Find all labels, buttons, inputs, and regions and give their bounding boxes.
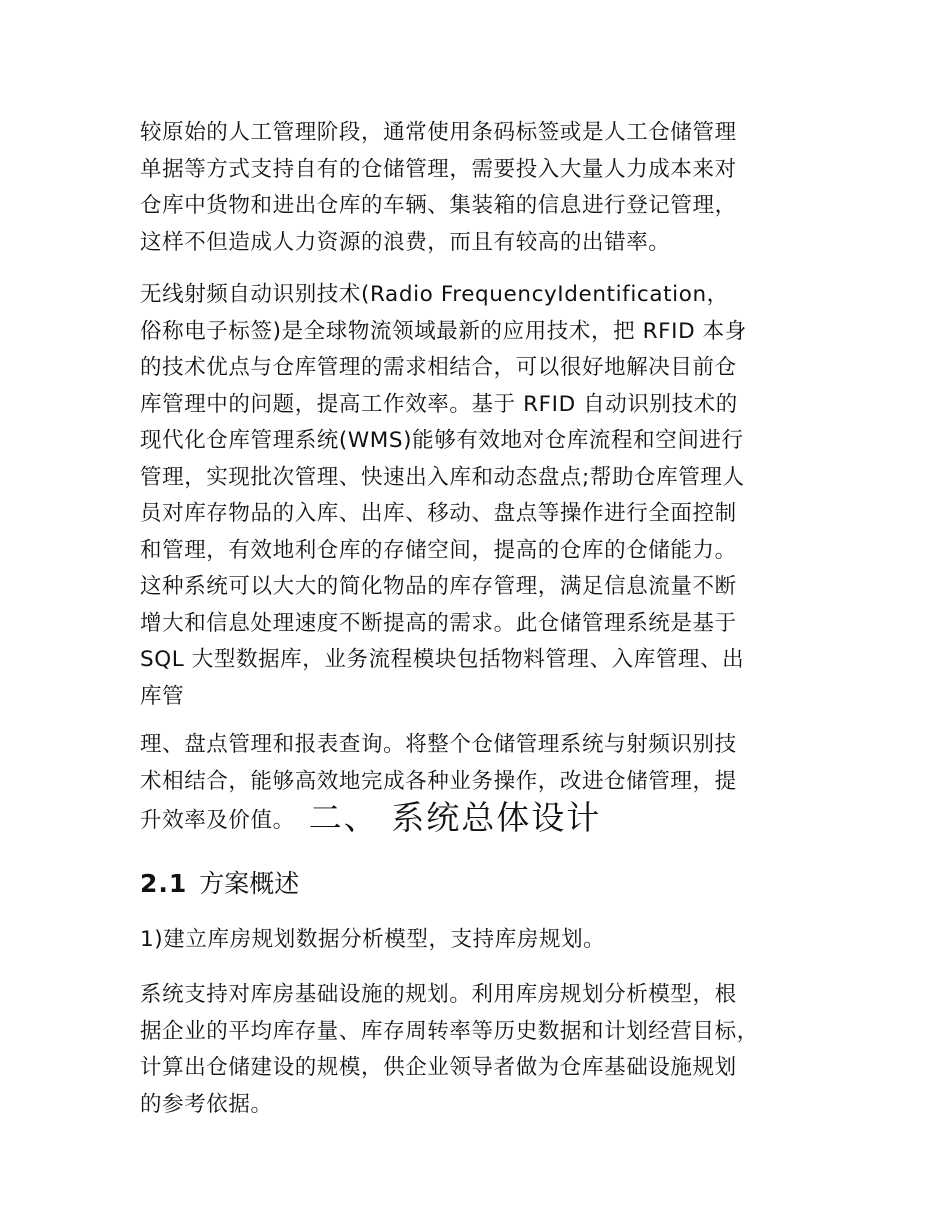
text-line: 库管 <box>140 683 185 709</box>
text-line: 这种系统可以大大的简化物品的库存管理，满足信息流量不断 <box>140 574 737 599</box>
chapter-heading: 二、 系统总体设计 <box>308 798 602 837</box>
paragraph-manual-management <box>140 115 820 261</box>
paragraph-system-combination <box>140 727 820 840</box>
text-line: 系统支持对库房基础设施的规划。利用库房规划分析模型，根 <box>140 982 737 1007</box>
text-line: 的参考依据。 <box>140 1091 273 1117</box>
section-number: 2.1 <box>140 869 188 898</box>
text-line: 计算出仓储建设的规模，供企业领导者做为仓库基础设施规划 <box>140 1055 737 1080</box>
text-line: 理、盘点管理和报表查询。将整个仓储管理系统与射频识别技 <box>140 732 737 757</box>
text-line: 管理，实现批次管理、快速出入库和动态盘点;帮助仓库管理人 <box>140 464 745 490</box>
text-line: 无线射频自动识别技术(Radio FrequencyIdentification， <box>140 282 729 307</box>
paragraph-warehouse-planning <box>140 977 820 1123</box>
text-line: 单据等方式支持自有的仓储管理，需要投入大量人力成本来对 <box>140 156 737 182</box>
section-title: 方案概述 <box>199 869 300 898</box>
text-line <box>140 800 820 840</box>
text-line-end: 升效率及价值。 <box>140 808 295 833</box>
paragraph-rfid-intro <box>140 277 820 715</box>
text-line: 术相结合，能够高效地完成各种业务操作，改进仓储管理，提 <box>140 768 737 794</box>
text-line: 库管理中的问题，提高工作效率。基于 RFID 自动识别技术的 <box>140 391 738 417</box>
text-line: 仓库中货物和进出仓库的车辆、集装箱的信息进行登记管理， <box>140 193 737 218</box>
section-heading <box>140 864 299 904</box>
text-line: 和管理，有效地利仓库的存储空间，提高的仓库的仓储能力。 <box>140 537 737 563</box>
text-line: 俗称电子标签)是全球物流领域最新的应用技术，把 RFID 本身 <box>140 318 747 344</box>
text-line: 现代化仓库管理系统(WMS)能够有效地对仓库流程和空间进行 <box>140 428 744 453</box>
text-line: 员对库存物品的入库、出库、移动、盘点等操作进行全面控制 <box>140 501 737 526</box>
text-line: 较原始的人工管理阶段，通常使用条码标签或是人工仓储管理 <box>140 120 737 145</box>
list-item-1 <box>140 922 820 959</box>
text-line: 这样不但造成人力资源的浪费，而且有较高的出错率。 <box>140 229 671 255</box>
text-line: 增大和信息处理速度不断提高的需求。此仓储管理系统是基于 <box>140 610 737 636</box>
text-line: 的技术优点与仓库管理的需求相结合，可以很好地解决目前仓 <box>140 355 737 380</box>
text-line: 1)建立库房规划数据分析模型，支持库房规划。 <box>140 927 606 952</box>
text-line: SQL 大型数据库，业务流程模块包括物料管理、入库管理、出 <box>140 647 745 672</box>
text-line: 据企业的平均库存量、库存周转率等历史数据和计划经营目标， <box>140 1018 759 1044</box>
